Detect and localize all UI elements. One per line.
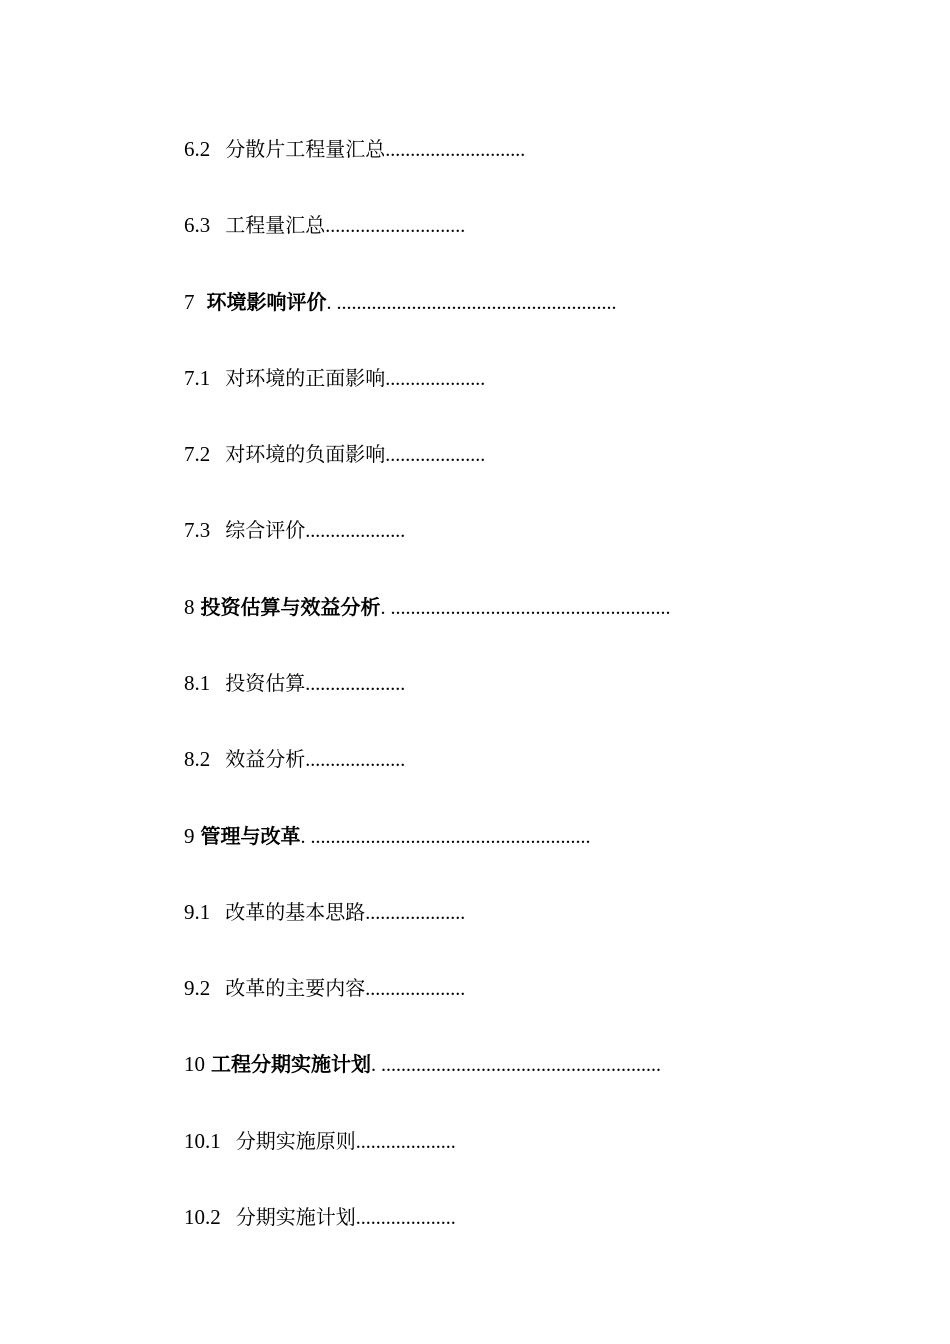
toc-entry-title: 对环境的负面影响 (225, 442, 386, 466)
toc-dot-leader: . ........................................................ (380, 597, 671, 619)
toc-dot-leader: .................... (355, 1131, 456, 1153)
toc-entry-number: 7 (184, 290, 195, 314)
toc-dot-leader: ............................ (385, 139, 526, 161)
toc-entry-title: 投资估算与效益分析 (200, 595, 381, 619)
toc-entry-9-1[interactable] (184, 898, 465, 926)
toc-dot-leader: . ........................................................ (371, 1054, 661, 1076)
toc-dot-leader: .................... (305, 749, 406, 771)
toc-entry-title: 工程分期实施计划 (211, 1052, 371, 1076)
toc-dot-leader: .................... (305, 673, 406, 695)
toc-entry-title: 投资估算 (225, 671, 306, 695)
toc-entry-number: 8 (184, 595, 195, 619)
toc-entry-10-2[interactable] (184, 1203, 456, 1231)
toc-entry-number: 9.2 (184, 976, 211, 1000)
toc-entry-number: 7.3 (184, 518, 211, 542)
toc-entry-title: 分期实施计划 (235, 1205, 356, 1229)
toc-entry-title: 效益分析 (225, 747, 306, 771)
toc-entry-7-3[interactable] (184, 516, 405, 544)
toc-dot-leader: .................... (305, 520, 406, 542)
toc-entry-title: 对环境的正面影响 (225, 366, 386, 390)
toc-entry-number: 10.2 (184, 1205, 221, 1229)
toc-dot-leader: .................... (355, 1207, 456, 1229)
toc-entry-number: 7.1 (184, 366, 211, 390)
toc-entry-title: 改革的基本思路 (225, 900, 366, 924)
toc-entry-title: 环境影响评价 (206, 290, 327, 314)
toc-entry-title: 管理与改革 (200, 824, 301, 848)
toc-dot-leader: .................... (385, 444, 486, 466)
toc-entry-number: 6.3 (184, 213, 211, 237)
toc-entry-title: 工程量汇总 (225, 213, 326, 237)
toc-entry-title: 改革的主要内容 (225, 976, 366, 1000)
toc-entry-9[interactable] (184, 822, 591, 850)
toc-entry-number: 7.2 (184, 442, 211, 466)
toc-entry-6-2[interactable] (184, 135, 525, 163)
toc-entry-title: 分散片工程量汇总 (225, 137, 386, 161)
toc-dot-leader: .................... (385, 368, 486, 390)
toc-dot-leader: . ........................................................ (300, 826, 591, 848)
toc-entry-10-1[interactable] (184, 1127, 456, 1155)
toc-entry-8[interactable] (184, 593, 671, 621)
toc-entry-title: 分期实施原则 (235, 1129, 356, 1153)
toc-entry-number: 8.1 (184, 671, 211, 695)
toc-entry-title: 综合评价 (225, 518, 306, 542)
toc-entry-6-3[interactable] (184, 211, 465, 239)
toc-entry-8-1[interactable] (184, 669, 405, 697)
toc-entry-number: 9.1 (184, 900, 211, 924)
toc-entry-number: 9 (184, 824, 195, 848)
toc-entry-number: 8.2 (184, 747, 211, 771)
toc-entry-7[interactable] (184, 288, 617, 316)
toc-dot-leader: .................... (365, 902, 466, 924)
toc-dot-leader: ............................ (325, 215, 466, 237)
toc-entry-7-1[interactable] (184, 364, 485, 392)
toc-dot-leader: . ........................................................ (326, 292, 617, 314)
toc-dot-leader: .................... (365, 978, 466, 1000)
toc-entry-8-2[interactable] (184, 745, 405, 773)
toc-entry-number: 6.2 (184, 137, 211, 161)
toc-entry-9-2[interactable] (184, 974, 465, 1002)
toc-entry-number: 10 (184, 1052, 205, 1076)
toc-entry-7-2[interactable] (184, 440, 485, 468)
toc-entry-10[interactable] (184, 1050, 661, 1078)
toc-entry-number: 10.1 (184, 1129, 221, 1153)
